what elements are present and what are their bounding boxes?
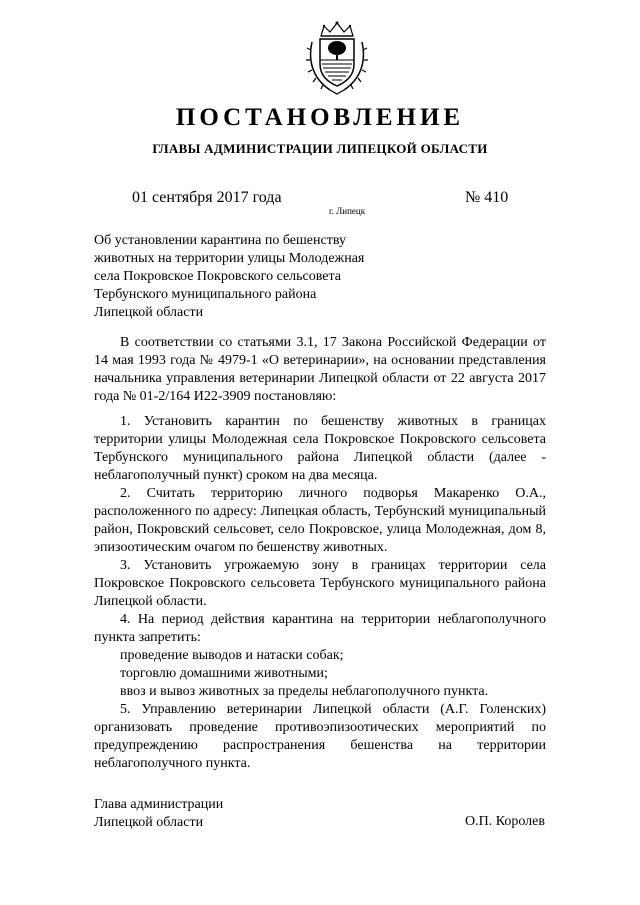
item-4: 4. На период действия карантина на территории неблагополучного пункта запретить: — [94, 612, 546, 645]
document-title: ПОСТАНОВЛЕНИЕ — [175, 104, 465, 131]
signatory-position-line: Липецкой области — [94, 815, 204, 830]
document-subject — [94, 232, 414, 322]
item-4-sub: ввоз и вывоз животных за пределы неблагополучного пункта. — [120, 684, 489, 699]
subject-line: Об установлении карантина по бешенству — [94, 233, 346, 248]
signatory-position-line: Глава администрации — [94, 797, 224, 812]
issuing-authority: ГЛАВЫ АДМИНИСТРАЦИИ ЛИПЕЦКОЙ ОБЛАСТИ — [152, 141, 488, 156]
item-4-sub: торговлю домашними животными; — [120, 666, 328, 681]
preamble-text: В соответствии со статьями 3.1, 17 Закона Российской Федерации от 14 мая 1993 года № 4979-1 «О ветеринарии», на основании представления начальника управления ветеринарии Липецкой области от 22 августа 2017 года № 01-2/164 И22-3909 постановляю: — [94, 335, 546, 404]
preamble — [94, 334, 546, 406]
subject-line: Тербунского муниципального района — [94, 287, 317, 302]
document-date: 01 сентября 2017 года — [132, 189, 282, 206]
subject-line: села Покровское Покровского сельсовета — [94, 269, 341, 284]
item-3: 3. Установить угрожаемую зону в границах территории села Покровское Покровского сельсовета Тербунского муниципального района Липецкой области. — [94, 558, 546, 609]
item-4-sub: проведение выводов и натаски собак; — [120, 648, 344, 663]
document-place: г. Липецк — [329, 206, 366, 216]
coat-of-arms-icon — [306, 20, 368, 95]
resolution-items — [94, 413, 546, 773]
item-5: 5. Управлению ветеринарии Липецкой области (А.Г. Голенских) организовать проведение противоэпизоотических мероприятий по предупреждению распространения бешенства на территории неблагополучного пункта. — [94, 702, 546, 771]
subject-line: животных на территории улицы Молодежная — [94, 251, 365, 266]
signatory-position — [94, 796, 223, 832]
item-2: 2. Считать территорию личного подворья Макаренко О.А., расположенного по адресу: Липецкая область, Тербунский муниципальный район, Покровский сельсовет, село Покровское, улица Молодежная, дом 8, эпизоотическим очагом по бешенству животных. — [94, 486, 546, 555]
document-number: № 410 — [465, 189, 509, 206]
subject-line: Липецкой области — [94, 305, 204, 320]
item-1: 1. Установить карантин по бешенству животных в границах территории улицы Молодежная села Покровское Покровского сельсовета Тербунского муниципального района Липецкой области (далее - неблагополучный пункт) сроком на два месяца. — [94, 414, 546, 483]
signatory-name: О.П. Королев — [465, 814, 545, 829]
